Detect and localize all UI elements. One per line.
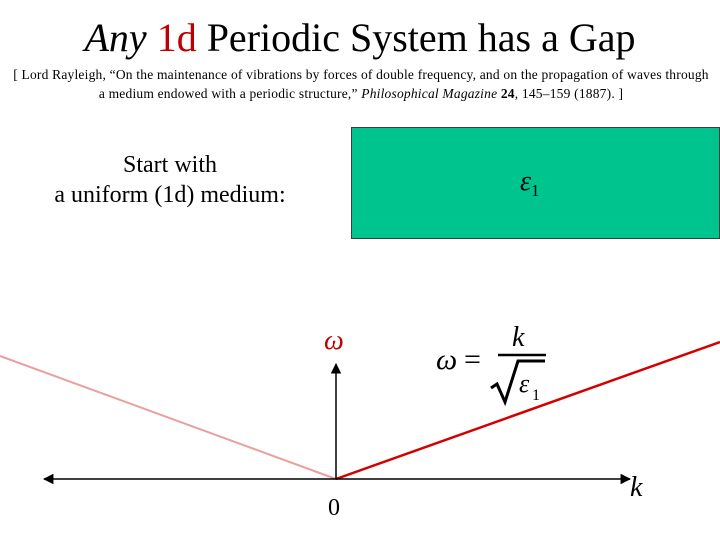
reference-journal: Philosophical Magazine <box>361 86 498 101</box>
formula-subscript: 1 <box>532 387 540 404</box>
reference-pages: , 145–159 (1887). ] <box>514 86 624 101</box>
formula-epsilon: ε <box>519 369 530 398</box>
intro-line-1: Start with <box>123 152 217 178</box>
dispersion-formula <box>436 322 546 404</box>
intro-line-2: a uniform (1d) medium: <box>54 182 286 208</box>
formula-equals: = <box>464 343 481 376</box>
epsilon-subscript: 1 <box>531 181 540 200</box>
reference-volume: 24 <box>500 86 515 101</box>
negative-branch-line <box>0 356 336 479</box>
reference-text: [ Lord Rayleigh, “On the maintenance of vibrations by forces of double frequency, and on the propagation of waves through a medium endowed with a periodic structure,” <box>13 67 709 101</box>
title-1d: 1d <box>156 15 197 60</box>
formula-omega: ω <box>436 343 458 376</box>
positive-branch-line <box>336 342 720 479</box>
k-axis-label: k <box>630 472 643 503</box>
omega-axis-label: ω <box>324 325 344 356</box>
formula-numerator-k: k <box>512 322 525 353</box>
epsilon-symbol: ε <box>520 166 532 197</box>
origin-label: 0 <box>328 495 340 521</box>
title-rest: Periodic System has a Gap <box>206 15 636 60</box>
title-any: Any <box>84 15 147 60</box>
